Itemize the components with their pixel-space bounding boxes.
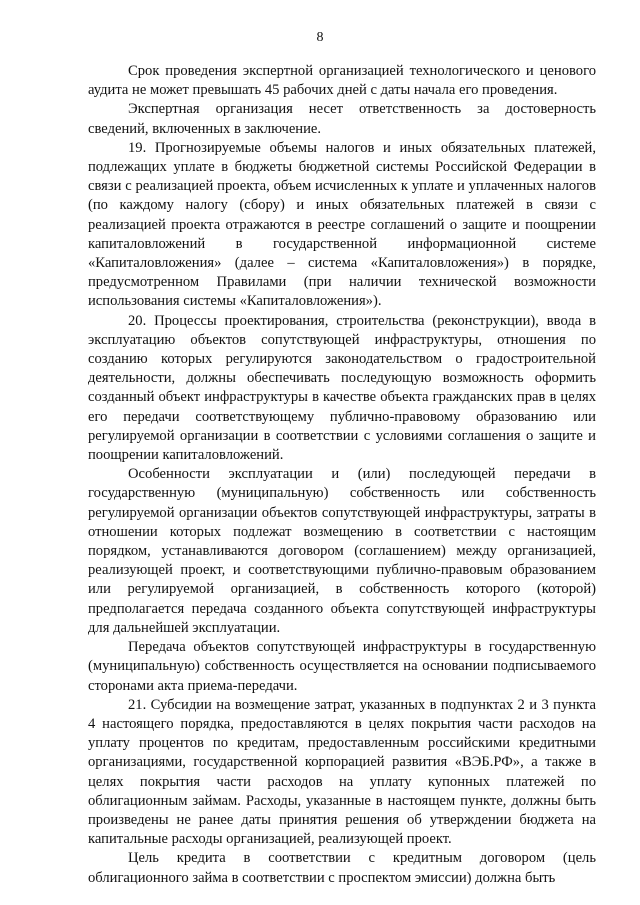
paragraph-audit-term: Срок проведения экспертной организацией технологического и ценового аудита не может превышать 45 рабочих дней с даты начала его проведения. <box>88 63 596 99</box>
paragraph-expert-responsibility: Экспертная организация несет ответственность за достоверность сведений, включенных в заключение. <box>88 101 596 137</box>
paragraph-operation-specifics: Особенности эксплуатации и (или) последующей передачи в государственную (муниципальную) собственность или собственность регулируемой организации объектов сопутствующей инфраструктуры, затраты в отношении которых подлежат возмещению в соответствии с настоящим порядком, устанавливаются договором (соглашением) между организацией, реализующей проект, и соответствующими публично-правовым образованием или регулируемой организацией, в собственность которого (которой) предполагается передача созданного объекта сопутствующей инфраструктуры для дальнейшей эксплуатации. <box>88 466 596 636</box>
paragraph-item-20: 20. Процессы проектирования, строительства (реконструкции), ввода в эксплуатацию объектов сопутствующей инфраструктуры, отношения по созданию которых регулируются законодательством о градостроительной деятельности, должны обеспечивать последующую возможность оформить созданный объект инфраструктуры в качестве объекта гражданских прав в целях его передачи соответствующему публично-правовому образованию или регулируемой организации в соответствии с условиями соглашения о защите и поощрении капиталовложений. <box>88 312 596 464</box>
document-body <box>88 62 596 888</box>
paragraph-item-19: 19. Прогнозируемые объемы налогов и иных обязательных платежей, подлежащих уплате в бюджеты бюджетной системы Российской Федерации в связи с реализацией проекта, объем исчисленных к уплате и уплаченных налогов (по каждому налогу (сбору) и иных обязательных платежей в связи с реализацией проекта отражаются в реестре соглашений о защите и поощрении капиталовложений в государственной информационной системе «Капиталовложения» (далее – система «Капиталовложения») в порядке, предусмотренном Правилами (при наличии технической возможности использования системы «Капиталовложения»). <box>88 139 596 310</box>
paragraph-item-21: 21. Субсидии на возмещение затрат, указанных в подпунктах 2 и 3 пункта 4 настоящего порядка, предоставляются в целях покрытия части расходов на уплату процентов по кредитам, предоставленным российскими кредитными организациями, государственной корпорацией развития «ВЭБ.РФ», а также в целях покрытия части расходов на уплату купонных платежей по облигационным займам. Расходы, указанные в настоящем пункте, должны быть произведены не ранее даты принятия решения об утверждении бюджета на капитальные расходы организацией, реализующей проект. <box>88 696 596 848</box>
page-number: 8 <box>316 30 324 45</box>
paragraph-credit-purpose: Цель кредита в соответствии с кредитным договором (цель облигационного займа в соответствии с проспектом эмиссии) должна быть <box>88 850 596 886</box>
paragraph-transfer: Передача объектов сопутствующей инфраструктуры в государственную (муниципальную) собственность осуществляется на основании подписываемого сторонами акта приема-передачи. <box>88 639 596 694</box>
